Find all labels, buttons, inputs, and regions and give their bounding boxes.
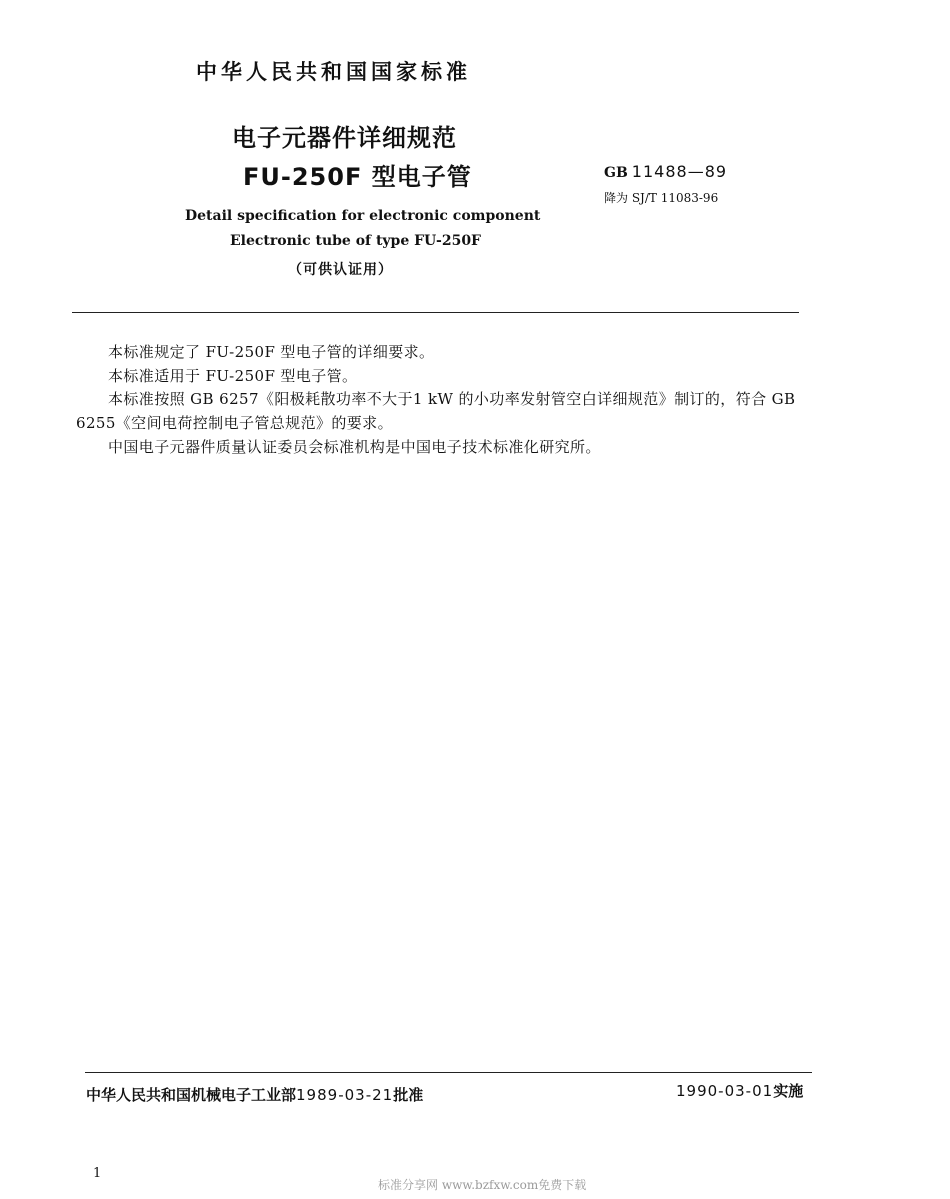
paragraph-basis-line2: 6255《空间电荷控制电子管总规范》的要求。 xyxy=(76,414,393,432)
title-model: FU-250F 型电子管 xyxy=(243,163,472,191)
effective-date-block xyxy=(676,1080,803,1101)
standard-code: 11488—89 xyxy=(631,162,728,181)
standard-number xyxy=(604,162,727,181)
page-number: 1 xyxy=(93,1166,102,1181)
national-standard-header: 中华人民共和国国家标准 xyxy=(196,60,471,84)
approval-date: 1989-03-21 xyxy=(296,1086,394,1104)
paragraph-basis-line1: 本标准按照 GB 6257《阳极耗散功率不大于1 kW 的小功率发射管空白详细规范》制订的，符合 GB xyxy=(108,390,796,408)
paragraph-applicability: 本标准适用于 FU-250F 型电子管。 xyxy=(108,367,358,385)
issuer-approval xyxy=(86,1084,423,1105)
title-english-line1: Detail specification for electronic component xyxy=(185,208,541,224)
paragraph-scope: 本标准规定了 FU-250F 型电子管的详细要求。 xyxy=(108,343,435,361)
standard-prefix: GB xyxy=(604,165,628,181)
issuer-name: 中华人民共和国机械电子工业部 xyxy=(86,1086,297,1104)
title-chinese: 电子元器件详细规范 xyxy=(232,124,457,152)
paragraph-authority: 中国电子元器件质量认证委员会标准机构是中国电子技术标准化研究所。 xyxy=(108,438,601,456)
effective-date: 1990-03-01 xyxy=(676,1082,774,1100)
footer-watermark: 标准分享网 www.bzfxw.com免费下载 xyxy=(378,1178,587,1192)
title-english-line2: Electronic tube of type FU-250F xyxy=(230,233,481,249)
effective-label: 实施 xyxy=(773,1082,804,1100)
standard-replacement: 降为 SJ/T 11083-96 xyxy=(604,191,719,205)
certification-note: （可供认证用） xyxy=(288,262,393,278)
footer-divider xyxy=(85,1072,812,1073)
header-divider xyxy=(72,312,799,313)
approval-label: 批准 xyxy=(393,1086,424,1104)
